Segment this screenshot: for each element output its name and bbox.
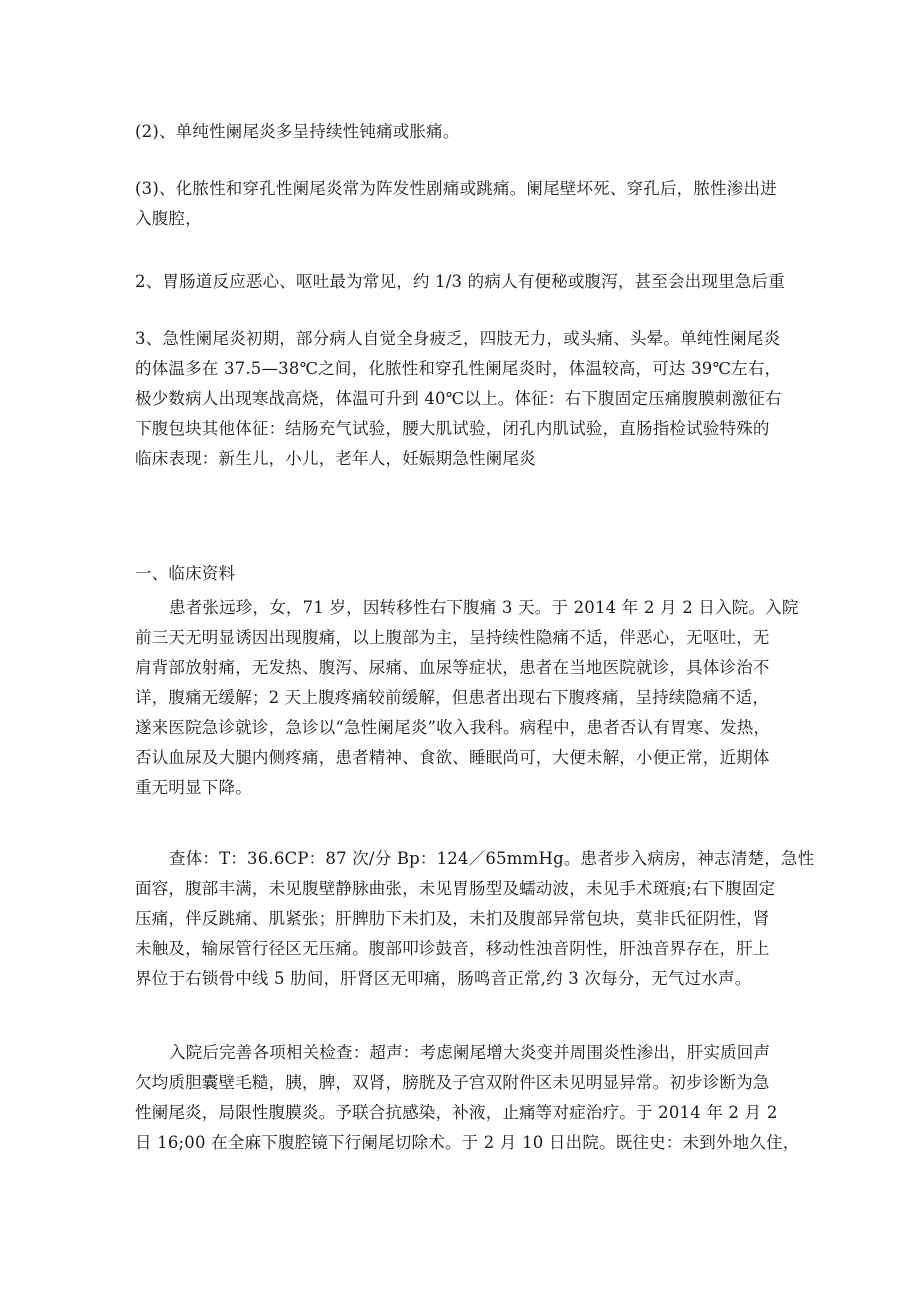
exam-paragraph (135, 844, 815, 994)
item-2-3 (135, 174, 795, 234)
item-3-line: 临床表现：新生儿，小儿，老年人，妊娠期急性阑尾炎 (135, 449, 536, 468)
section-heading (135, 559, 795, 589)
item-2-2-line: (2)、单纯性阑尾炎多呈持续性钝痛或胀痛。 (135, 122, 460, 141)
item-2-3-line: 入腹腔， (135, 209, 202, 228)
item-3-line: 的体温多在 37.5—38℃之间，化脓性和穿孔性阑尾炎时，体温较高，可达 39℃左右， (135, 359, 782, 378)
item-3-line: 下腹包块其他体征：结肠充气试验，腰大肌试验，闭孔内肌试验，直肠指检试验特殊的 (135, 419, 770, 438)
item-3-line: 极少数病人出现寒战高烧，体温可升到 40℃以上。体征：右下腹固定压痛腹膜刺激征右 (135, 389, 782, 408)
item-2-line: 2、胃肠道反应恶心、呕吐最为常见，约 1/3 的病人有便秘或腹泻，甚至会出现里急后重 (135, 272, 785, 291)
exam-line: 未触及，输尿管行径区无压痛。腹部叩诊鼓音，移动性浊音阴性，肝浊音界存在，肝上 (135, 939, 770, 958)
admission-line: 欠均质胆囊壁毛糙，胰，脾，双肾，膀胱及子宫双附件区未见明显异常。初步诊断为急 (135, 1073, 770, 1092)
admission-line: 日 16;00 在全麻下腹腔镜下行阑尾切除术。于 2 月 10 日出院。既往史：未到外地久住， (135, 1133, 800, 1152)
exam-line: 界位于右锁骨中线 5 肋间，肝肾区无叩痛，肠鸣音正常,约 3 次每分，无气过水声。 (135, 969, 752, 988)
exam-line: 压痛，伴反跳痛、肌紧张；肝脾肋下未扪及，未扪及腹部异常包块，莫非氏征阴性，肾 (135, 909, 770, 928)
item-2 (135, 267, 795, 297)
section-heading-text: 一、临床资料 (135, 564, 236, 583)
history-line: 前三天无明显诱因出现腹痛，以上腹部为主，呈持续性隐痛不适，伴恶心，无呕吐，无 (135, 628, 770, 647)
history-line: 患者张远珍，女，71 岁，因转移性右下腹痛 3 天。于 2014 年 2 月 2 日入院。入院 (169, 598, 799, 617)
admission-paragraph (135, 1038, 800, 1158)
item-2-2 (135, 117, 795, 147)
history-line: 详，腹痛无缓解；2 天上腹疼痛较前缓解，但患者出现右下腹疼痛，呈持续隐痛不适， (135, 688, 770, 707)
item-2-3-line: (3)、化脓性和穿孔性阑尾炎常为阵发性剧痛或跳痛。阑尾壁坏死、穿孔后，脓性渗出进 (135, 179, 777, 198)
history-line: 重无明显下降。 (135, 778, 252, 797)
history-line: 肩背部放射痛，无发热、腹泻、尿痛、血尿等症状，患者在当地医院就诊，具体诊治不 (135, 658, 770, 677)
history-paragraph (135, 593, 799, 803)
item-3-line: 3、急性阑尾炎初期，部分病人自觉全身疲乏，四肢无力，或头痛、头晕。单纯性阑尾炎 (135, 329, 781, 348)
exam-line: 面容，腹部丰满，未见腹壁静脉曲张，未见胃肠型及蠕动波，未见手术斑痕;右下腹固定 (135, 879, 776, 898)
exam-line: 查体：T：36.6CP：87 次/分 Bp：124／65mmHg。患者步入病房，神志清楚，急性 (169, 849, 815, 868)
admission-line: 性阑尾炎，局限性腹膜炎。予联合抗感染，补液，止痛等对症治疗。于 2014 年 2 月 2 (135, 1103, 778, 1122)
admission-line: 入院后完善各项相关检查：超声：考虑阑尾增大炎变并周围炎性渗出，肝实质回声 (169, 1043, 771, 1062)
history-line: 遂来医院急诊就诊，急诊以“急性阑尾炎”收入我科。病程中，患者否认有胃寒、发热， (135, 718, 771, 737)
item-3 (135, 324, 795, 474)
history-line: 否认血尿及大腿内侧疼痛，患者精神、食欲、睡眠尚可，大便未解，小便正常，近期体 (135, 748, 770, 767)
